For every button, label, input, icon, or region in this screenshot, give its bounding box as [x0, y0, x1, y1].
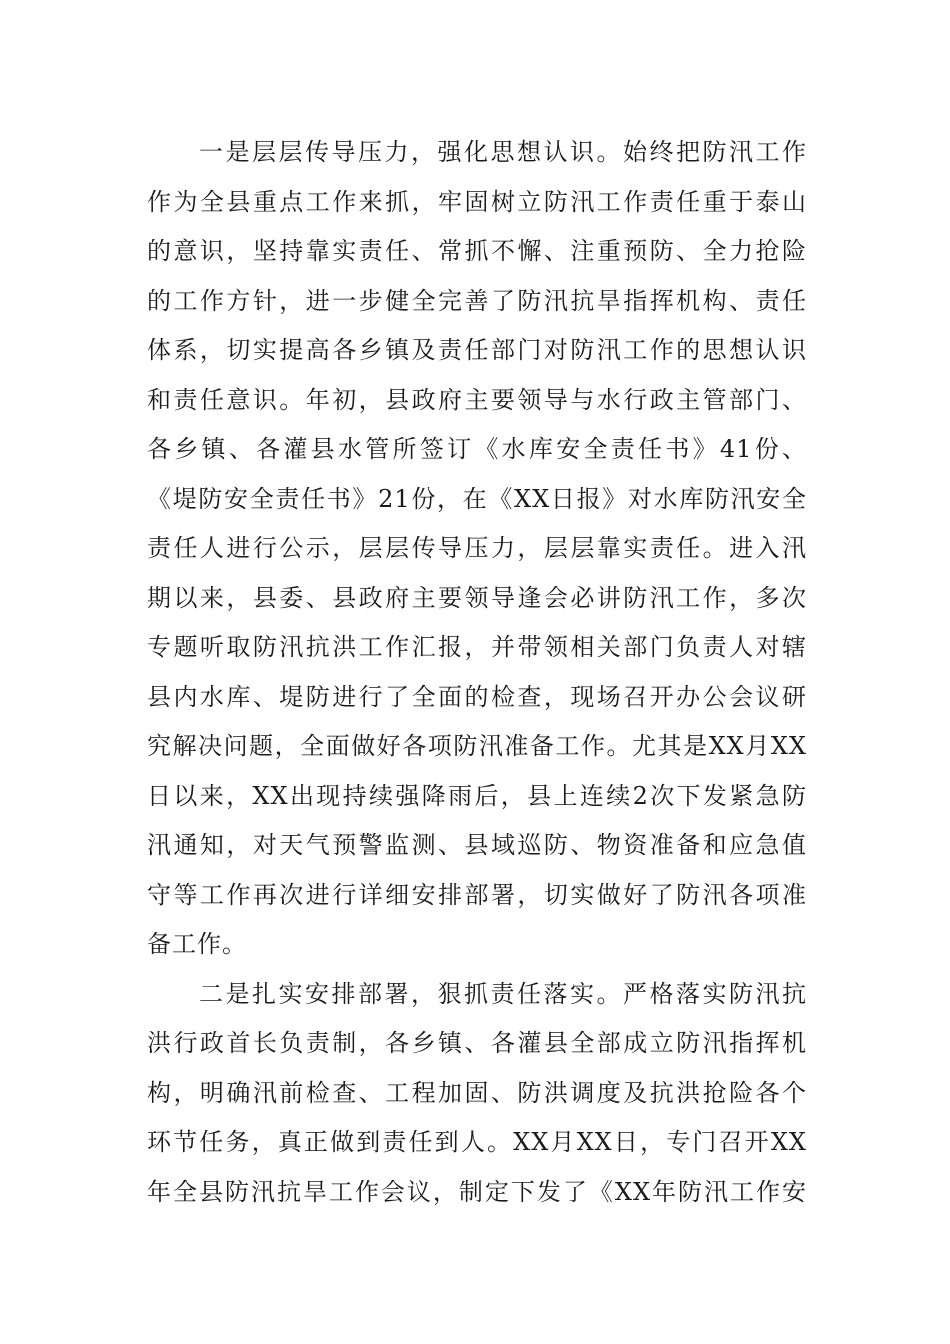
text-line: 备工作。 [147, 930, 247, 958]
text-line: 县内水库、堤防进行了全面的检查，现场召开办公会议研 [147, 682, 807, 711]
text-line: 年全县防汛抗旱工作会议，制定下发了《XX年防汛工作安 [147, 1177, 807, 1206]
text-line: 日以来，XX出现持续强降雨后，县上连续2次下发紧急防 [147, 781, 807, 810]
text-line: 的工作方针，进一步健全完善了防汛抗旱指挥机构、责任 [147, 286, 807, 315]
document-body [147, 128, 807, 1217]
text-line: 的意识，坚持靠实责任、常抓不懈、注重预防、全力抢险 [147, 237, 807, 265]
text-line: 作为全县重点工作来抓，牢固树立防汛工作责任重于泰山 [147, 187, 807, 216]
text-line: 《堤防安全责任书》21份，在《XX日报》对水库防汛安全 [147, 484, 807, 513]
text-line: 守等工作再次进行详细安排部署，切实做好了防汛各项准 [147, 880, 807, 909]
text-line: 期以来，县委、县政府主要领导逢会必讲防汛工作，多次 [147, 583, 807, 612]
paragraph-1 [147, 128, 807, 970]
text-line: 和责任意识。年初，县政府主要领导与水行政主管部门、 [147, 385, 807, 414]
text-line: 责任人进行公示，层层传导压力，层层靠实责任。进入汛 [147, 534, 807, 562]
text-line: 各乡镇、各灌县水管所签订《水库安全责任书》41份、 [147, 435, 807, 463]
text-line: 环节任务，真正做到责任到人。XX月XX日，专门召开XX [147, 1128, 807, 1156]
text-line: 究解决问题，全面做好各项防汛准备工作。尤其是XX月XX [147, 732, 807, 760]
text-line: 汛通知，对天气预警监测、县域巡防、物资准备和应急值 [147, 831, 807, 859]
paragraph-2 [147, 970, 807, 1218]
text-line: 构，明确汛前检查、工程加固、防洪调度及抗洪抢险各个 [147, 1078, 807, 1107]
text-line: 专题听取防汛抗洪工作汇报，并带领相关部门负责人对辖 [147, 633, 807, 661]
text-line: 二是扎实安排部署，狠抓责任落实。严格落实防汛抗 [199, 979, 807, 1008]
text-line: 洪行政首长负责制，各乡镇、各灌县全部成立防汛指挥机 [147, 1029, 807, 1057]
text-line: 一是层层传导压力，强化思想认识。始终把防汛工作 [199, 138, 807, 166]
text-line: 体系，切实提高各乡镇及责任部门对防汛工作的思想认识 [147, 336, 807, 364]
